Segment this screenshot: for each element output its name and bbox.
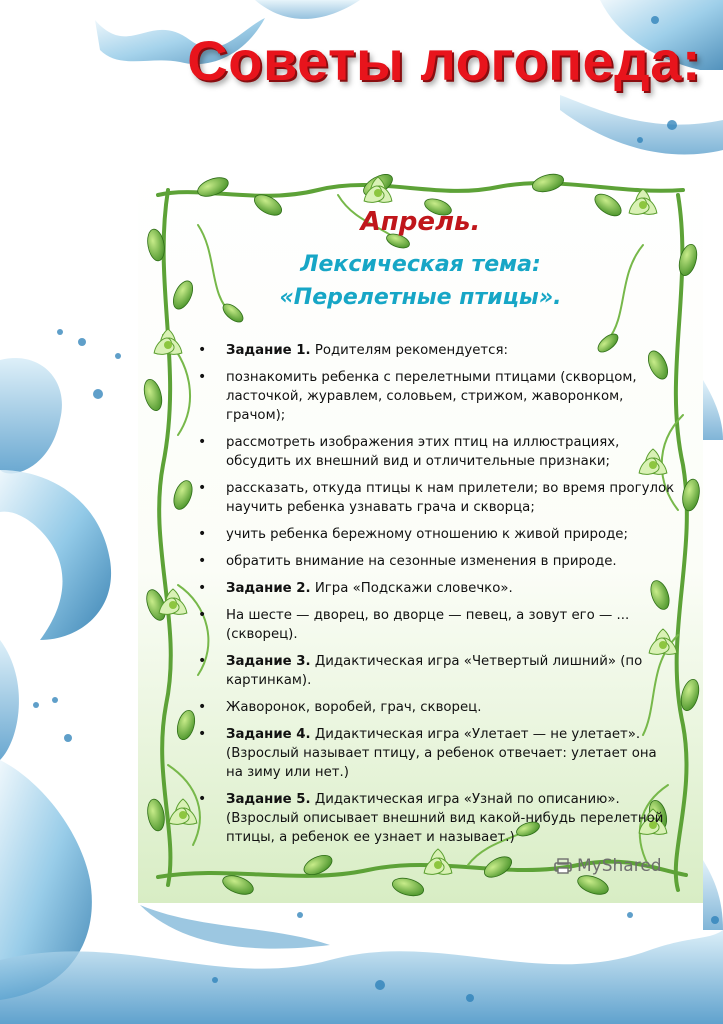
- list-item: • учить ребенка бережному отношению к живой природе;: [196, 525, 676, 544]
- list-item: • рассмотреть изображения этих птиц на иллюстрациях, обсудить их внешний вид и отличительные признаки;: [196, 433, 676, 471]
- topic-name: «Перелетные птицы».: [279, 285, 562, 310]
- task-list: [196, 341, 676, 855]
- list-item: • Задание 1. Родителям рекомендуется:: [196, 341, 676, 360]
- list-item: • На шесте — дворец, во дворце — певец, а зовут его — ... (скворец).: [196, 606, 676, 644]
- list-item: • Задание 3. Дидактическая игра «Четвертый лишний» (по картинкам).: [196, 652, 676, 690]
- month-title: Апрель.: [360, 207, 481, 237]
- list-item: • Жаворонок, воробей, грач, скворец.: [196, 698, 676, 717]
- water-splash-bottom: [0, 930, 723, 1024]
- list-item: • обратить внимание на сезонные изменения в природе.: [196, 552, 676, 571]
- page-title: Советы логопеда:: [187, 29, 701, 92]
- list-item: • Задание 2. Игра «Подскажи словечко».: [196, 579, 676, 598]
- list-item: • Задание 4. Дидактическая игра «Улетает — не улетает». (Взрослый называет птицу, а ребенок отвечает: улетает она на зиму или нет.): [196, 725, 676, 782]
- list-item: • Задание 5. Дидактическая игра «Узнай по описанию». (Взрослый описывает внешний вид какой-нибудь перелетной птицы, а ребенок ее узнает и называет.): [196, 790, 676, 847]
- advice-card: [138, 165, 703, 903]
- watermark-text: MyShared: [577, 856, 662, 876]
- printer-icon: [553, 857, 573, 875]
- list-item: • рассказать, откуда птицы к нам прилетели; во время прогулок научить ребенка узнавать грача и скворца;: [196, 479, 676, 517]
- list-item: • познакомить ребенка с перелетными птицами (скворцом, ласточкой, журавлем, соловьем, стрижом, жаворонком, грачом);: [196, 368, 676, 425]
- water-splash-left: [0, 358, 62, 473]
- topic-heading: Лексическая тема:: [300, 252, 541, 277]
- myshared-watermark: [553, 856, 662, 876]
